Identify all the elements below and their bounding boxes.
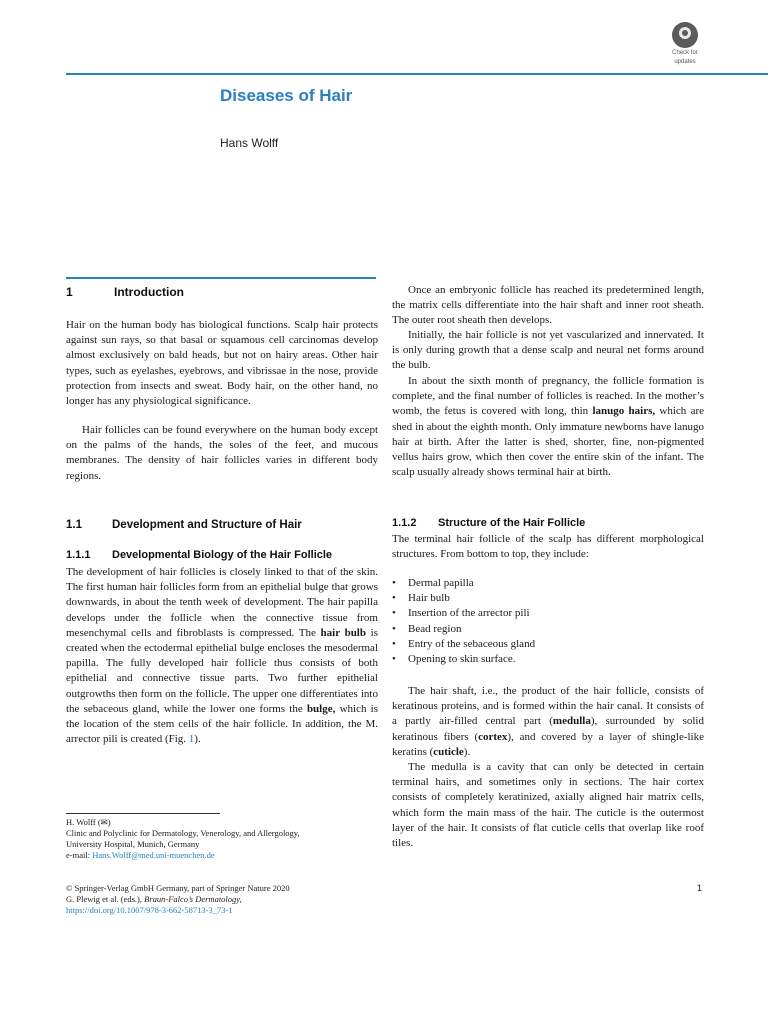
section-title: Structure of the Hair Follicle [438,517,586,529]
text-span: is created when the ectodermal epithelial bulge encloses the mesodermal papilla. The fully developed hair follicle thus consists of both epithelial and connective tissue parts. Two further epithelial outgrowths then form on the follicle. The upper one differentiates into the sebaceous gland, while the lower one forms the [66,626,378,715]
footnote-name: H. Wolff (✉) [66,817,111,827]
publication-info [66,883,396,916]
badge-label-1: Check for [672,50,698,56]
email-label: e-mail: [66,850,93,860]
structure-intro: The terminal hair follicle of the scalp has different morphological structures. From bottom to top, they include: [392,533,704,561]
section-heading-introduction [66,285,184,299]
text-span: ), surrounded by solid keratinous fibers ( [392,715,704,743]
term-bulge: bulge, [306,702,336,715]
development-paragraph [66,565,378,747]
text-span: In about the sixth month of pregnancy, the follicle formation is complete, and the final number of follicles is reached. In the mother’s womb, the fetus is covered with long, thin [392,375,704,418]
section-title: Developmental Biology of the Hair Follicle [112,549,333,561]
text-span: which is the location of the stem cells of the hair follicle. In addition, the M. arrector pili is created (Fig. [66,702,378,746]
term-hair-bulb: hair bulb [320,626,366,639]
term-lanugo-hairs: lanugo hairs, [592,405,656,418]
section-heading-developmental-biology [66,549,332,561]
section-rule [66,277,376,279]
term-cortex: cortex [478,730,508,743]
list-item: • Dermal papilla [392,576,704,591]
footnote-rule [66,813,220,814]
term-cuticle: cuticle [433,745,464,758]
citation-book-title: Braun-Falco’s Dermatology, [144,894,242,904]
section-number: 1 [66,285,73,299]
text-span: ). [463,745,471,758]
citation-editors: G. Plewig et al. (eds.), [66,894,145,904]
section-number: 1.1.1 [66,549,91,561]
text-span: ). [194,733,201,746]
check-updates-icon [672,22,698,48]
footnote-email-line [66,850,386,861]
section-title: Introduction [114,285,184,299]
section-heading-development [66,519,302,531]
text-span: The development of hair follicles is closely linked to that of the skin. The first human hair follicles form from an epithelial bulge that grows downwards, in about the tenth week of development. The hair papilla develops under the follicle when the connective tissue from mesenchymal cells and fibroblasts is compressed. The [66,566,378,639]
hair-shaft-paragraph [392,684,704,760]
figure-link[interactable]: 1 [188,733,195,746]
check-for-updates-badge[interactable] [663,22,707,66]
right-paragraph-2: Initially, the hair follicle is not yet vascularized and innervated. It is only during growth that a dense scalp and neural net forms around the bulb. [392,329,704,372]
email-link[interactable]: Hans.Wolff@med.uni-muenchen.de [92,850,215,860]
citation-line [66,894,396,905]
badge-label-2: updates [674,59,696,65]
author-footnote [66,817,386,861]
follicle-structure-list [392,576,704,667]
list-item: • Hair bulb [392,591,704,606]
list-item: • Entry of the sebaceous gland [392,637,704,652]
section-title: Development and Structure of Hair [112,519,302,531]
copyright-line: © Springer-Verlag GmbH Germany, part of Springer Nature 2020 [66,883,290,893]
doi-link[interactable]: https://doi.org/10.1007/978-3-662-58713-3_73-1 [66,905,233,915]
section-heading-structure [392,517,585,529]
list-item: • Bead region [392,622,704,637]
right-paragraph-3 [392,374,704,480]
section-number: 1.1 [66,519,82,531]
text-span: which are shed in about the eighth month. Only immature newborns have lanugo hair at birth. After the latter is shed, shorter, fine, non-pigmented vellus hairs grow, which then cover the entire skin of the infant. The scalp usually already shows terminal hair at birth. [392,405,704,479]
text-span: ), and covered by a layer of shingle-like keratins ( [392,730,704,758]
chapter-title: Diseases of Hair [220,86,353,105]
intro-paragraph-2: Hair follicles can be found everywhere on the human body except on the palms of the hands, the soles of the feet, and mucous membranes. The density of hair follicles varies in different body regions. [66,424,378,482]
term-medulla: medulla [552,715,591,728]
footnote-affiliation: University Hospital, Munich, Germany [66,839,200,849]
page-number: 1 [697,883,703,893]
list-item: • Insertion of the arrector pili [392,606,704,621]
intro-paragraph-1: Hair on the human body has biological functions. Scalp hair protects against sun rays, so that basal or squamous cell carcinomas develop almost exclusively on bald heads, but not on hairy areas. Other hair types, such as eyelashes, eyebrows, and vibrissae in the nose, provide protection from insects and sweat. Body hair, on the other hand, no longer has any physiological significance. [66,319,378,408]
right-paragraph-1: Once an embryonic follicle has reached its predetermined length, the matrix cells differentiate into the hair shaft and inner root sheath. The outer root sheath then develops. [392,284,704,327]
footnote-affiliation: Clinic and Polyclinic for Dermatology, Venerology, and Allergology, [66,828,300,838]
medulla-paragraph: The medulla is a cavity that can only be detected in certain terminal hairs, and sometimes only in sections. The hair cortex consists of completely keratinized, axially aligned hair matrix cells, which form the main mass of the hair. The cuticle is the outermost layer of the hair. It consists of flat cuticle cells that overlap like roof tiles. [392,761,704,850]
list-item: • Opening to skin surface. [392,652,704,667]
author-name: Hans Wolff [220,136,279,150]
section-number: 1.1.2 [392,517,417,529]
text-span: The hair shaft, i.e., the product of the hair follicle, consists of keratinous proteins, and is formed within the hair canal. It consists of a partly air-filled central part ( [392,685,704,728]
header-rule [66,73,768,75]
